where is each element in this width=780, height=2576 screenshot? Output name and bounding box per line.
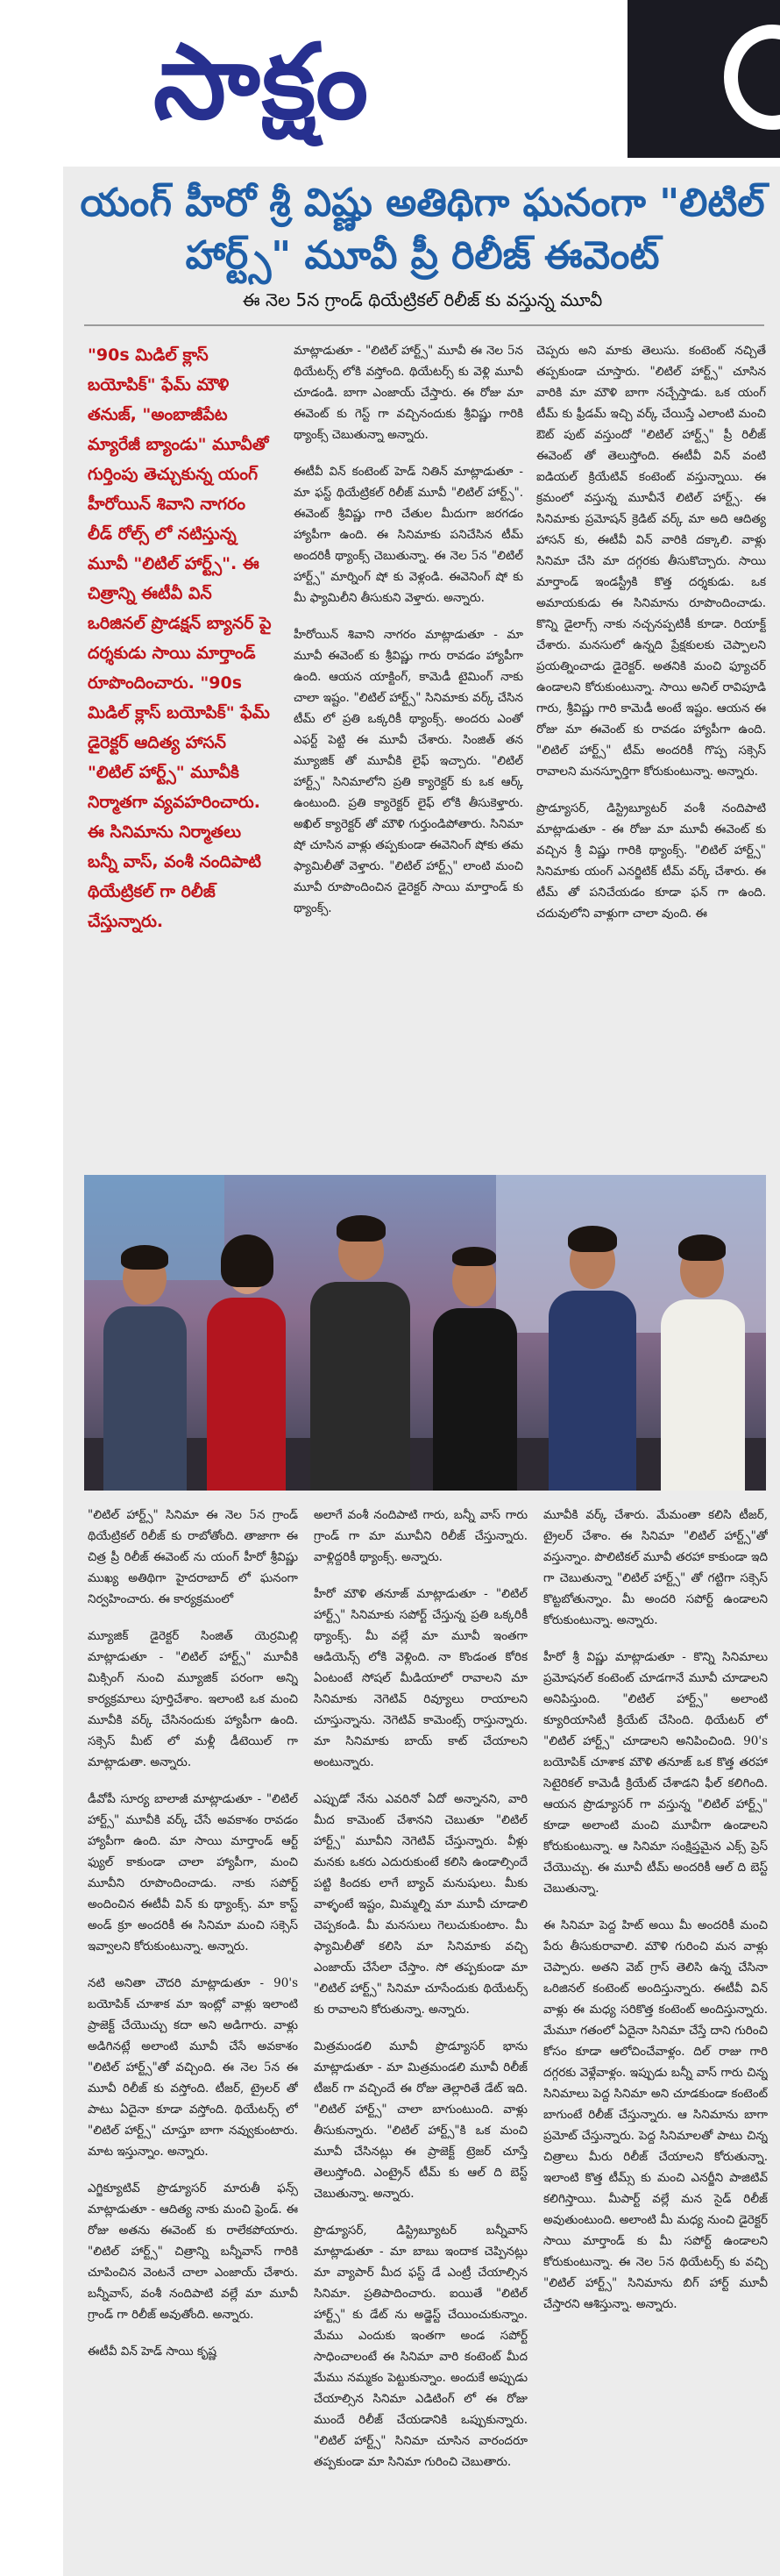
paragraph: మ్యూజిక్ డైరెక్టర్ సింజిత్ యెర్రమిల్లి మాట్లాడుతూ - "లిటిల్ హార్ట్స్" మూవీకి మిక్సింగ్ నుంచి మ్యూజిక్ పరంగా అన్ని కార్యక్రమాలు పూర్తిచేశాం. ఇలాంటి ఒక మంచి మూవీకి వర్క్ చేసినందుకు హ్యాపీగా ఉంది. సక్సెస్ మీట్ లో మళ్లీ డీటెయిల్ గా మాట్లాడుతా. అన్నారు. [88,1629,298,1769]
paragraph: డీవోపీ సూర్య బాలాజీ మాట్లాడుతూ - "లిటిల్ హార్ట్స్" మూవీకి వర్క్ చేసే అవకాశం రావడం హ్యాపీగా ఉంది. మా సాయి మార్తాండ్ ఆర్ట్ ఫ్యుల్ కాకుండా చాలా హ్యాపీగా, మంచి మూవీని రూపొందించాడు. నాకు సపోర్ట్ అందించిన ఈటీవీ విన్ కు థ్యాంక్స్. మా కాస్ట్ అండ్ క్రూ అందరికీ ఈ సినిమా మంచి సక్సెస్ ఇవ్వాలని కోరుకుంటున్నా. అన్నారు. [88,1792,298,1953]
paragraph: ఈటీవీ విన్ హెడ్ సాయి కృష్ణ [88,2345,216,2359]
person-figure [198,1219,294,1491]
paragraph: మూవీకి వర్క్ చేశారు. మేమంతా కలిసి టీజర్, ట్రైలర్ చేశాం. ఈ సినిమా "లిటిల్ హార్ట్స్"తో వస్తున్నాం. పొలిటికల్ మూవీ తరహా కాకుండా ఇది గా చెబుతున్నా "లిటిల్ హార్ట్స్" తో గట్టిగా సక్సెస్ కొట్టబోతున్నాం. మీ అందరి సపోర్ట్ ఉండాలని కోరుకుంటున్నా. అన్నారు. [543,1508,768,1627]
article-column-bottom-2 [314,1505,528,2567]
paragraph: చెప్పరు అని మాకు తెలుసు. కంటెంట్ నచ్చితే తప్పకుండా చూస్తారు. "లిటిల్ హార్ట్స్" చూసిన వారికి మా మౌళి బాగా నచ్చేస్తాడు. ఒక యంగ్ టీమ్ కు ఫ్రీడమ్ ఇచ్చి వర్క్ చేయిస్తే ఎలాంటి మంచి ఔట్ పుట్ వస్తుందో "లిటిల్ హార్ట్స్" ప్రీ రిలీజ్ ఈవెంట్ తో తెలుస్తోంది. ఈటీవీ విన్ వంటి ఐడియల్ క్రియేటివ్ కంటెంట్ వస్తున్నాయి. ఈ క్రమంలో వస్తున్న మూవీనే లిటిల్ హార్ట్స్. ఈ సినిమాకు ప్రమోషన్ క్రెడిట్ వర్క్ మా అది ఆదిత్య హాసన్ కు, ఈటీవీ విన్ వారికి దక్కాలి. వాళ్లు సినిమా చేసి మా దగ్గరకు తీసుకొచ్చారు. సాయి మార్తాండ్ ఇండస్ట్రీకి కొత్త దర్శకుడు. ఒక అమాయకుడు ఈ సినిమాను రూపొందించాడు. కొన్ని డైలాగ్స్ నాకు నచ్చనప్పటికీ కూడా. రియాక్ట్ చేశారు. మనసులో ఉన్నది ప్రేక్షకులకు చెప్పాలని ప్రయత్నించాడు డైరెక్టర్. అతనికి మంచి ఫ్యూచర్ ఉండాలని కోరుకుంటున్నా. సాయి అనిల్ రావిపూడి గారు, శ్రీవిష్ణు గారి కామెడీ అంటే ఇష్టం. ఆయన ఈ రోజు మా ఈవెంట్ కు రావడం హ్యాపీగా ఉంది. "లిటిల్ హార్ట్స్" టీమ్ అందరికీ గొప్ప సక్సెస్ రావాలని మనస్ఫూర్తిగా కోరుకుంటున్నా. అన్నారు. [536,344,766,779]
article-column-top-2 [294,340,523,1160]
paragraph: ఈ సినిమా పెద్ద హిట్ అయి మీ అందరికీ మంచి పేరు తీసుకురావాలి. మౌళి గురించి మన వాళ్లు చెప్పారు. అతని వెబ్ గ్రాస్ తెలిసి ఉన్న చేసినా ఒరిజినల్ కంటెంట్ అందిస్తున్నారు. ఈటీవీ విన్ వాళ్లు ఈ మధ్య సరికొత్త కంటెంట్ అందిస్తున్నారు. మేమూ గతంలో ఏదైనా సినిమా చేస్తే దాని గురించి కోసం కూడా ఆలోచించేవాళ్లం. దిల్ రాజు గారి దగ్గరకు వెళ్లేవాళ్లం. ఇప్పుడు బన్నీ వాస్ గారు చిన్న సినిమాలు పెద్ద సినిమా అని చూడకుండా కంటెంట్ బాగుంటే రిలీజ్ చేస్తున్నారు. ఆ సినిమాను బాగా ప్రమోట్ చేస్తున్నారు. పెద్ద సినిమాలతో పాటు చిన్న చిత్రాలు మీరు రిలీజ్ చేయాలని కోరుతున్నా. ఇలాంటి కొత్త టీమ్స్ కు మంచి ఎనర్జీని పాజిటివ్ కలిగిస్తాయి. మీపార్ట్ వల్లే మన సైడ్ రిలీజ్ అవుతుంటుంది. అలాంటి మీ మధ్య నుంచి డైరెక్టర్ సాయి మార్తాండ్ కు మీ సపోర్ట్ ఉండాలని కోరుకుంటున్నా. ఈ నెల 5న థియేటర్స్ కు వచ్చి "లిటిల్ హార్ట్స్" సినిమాను బిగ్ హార్ట్ మూవీ చేస్తారని ఆశిస్తున్నా. అన్నారు. [543,1918,768,2311]
newspaper-logo: సాక్షం [153,21,371,142]
paragraph: హీరో శ్రీ విష్ణు మాట్లాడుతూ - కొన్ని సినిమాలు ప్రమోషనల్ కంటెంట్ చూడగానే మూవీ చూడాలని అనిపిస్తుంది. "లిటిల్ హార్ట్స్" అలాంటి క్యూరియాసిటీ క్రియేట్ చేసింది. థియేటర్ లో "లిటిల్ హార్ట్స్" చూడాలని అనిపించింది. 90's బయోపిక్ చూశాక మౌళి తనూజ్ ఒక కొత్త తరహా సెటైరికల్ కామెడీ క్రియేట్ చేశాడని ఫీల్ కలిగింది. ఆయన ప్రొడ్యూసర్ గా వస్తున్న "లిటిల్ హార్ట్స్" కూడా అలాంటి మంచి మూవీగా ఉండాలని కోరుకుంటున్నా. ఆ సినిమా సంక్షిప్తమైన ఎక్స్ ప్రెస్ చేయొచ్చు. ఈ మూవీ టీమ్ అందరికీ ఆల్ ది బెస్ట్ చెబుతున్నా. [543,1650,768,1896]
paragraph: "లిటిల్ హార్ట్స్" సినిమా ఈ నెల 5న గ్రాండ్ థియేట్రికల్ రిలీజ్ కు రాబోతోంది. తాజాగా ఈ చిత్ర ప్రీ రిలీజ్ ఈవెంట్ ను యంగ్ హీరో శ్రీవిష్ణు ముఖ్య అతిథిగా హైదరాబాద్ లో ఘనంగా నిర్వహించారు. ఈ కార్యక్రమంలో [88,1508,298,1606]
article-subheadline: ఈ నెల 5న గ్రాండ్ థియేట్రికల్ రిలీజ్ కు వస్తున్న మూవీ [242,289,603,310]
paragraph: ప్రొడ్యూసర్, డిస్ట్రిబ్యూటర్ వంశీ నందిపాటి మాట్లాడుతూ - ఈ రోజు మా మూవీ ఈవెంట్ కు వచ్చిన శ్రీ విష్ణు గారికి థ్యాంక్స్. "లిటిల్ హార్ట్స్" సినిమాకు యంగ్ ఎనర్జిటిక్ టీమ్ వర్క్ చేశారు. ఈ టీమ్ తో పనిచేయడం కూడా ఫన్ గా ఉంది. చదువులోని వాళ్లుగా చాలా వుంది. ఈ [536,801,766,921]
person-figure [426,1228,522,1491]
paragraph: ఈటీవీ విన్ కంటెంట్ హెడ్ నితిన్ మాట్లాడుతూ - మా ఫస్ట్ థియేట్రికల్ రిలీజ్ మూవీ "లిటిల్ హార్ట్స్". ఈవెంట్ శ్రీవిష్ణు గారి చేతుల మీదుగా జరగడం హ్యాపీగా ఉంది. ఈ సినిమాకు పనిచేసిన టీమ్ అందరికీ థ్యాంక్స్ చెబుతున్నా. ఈ నెల 5న "లిటిల్ హార్ట్స్" మార్నింగ్ షో కు వెళ్లండి. ఈవెనింగ్ షో కు మీ ఫ్యామిలీని తీసుకుని వెళ్తారు. అన్నారు. [294,465,523,605]
person-figure [540,1210,645,1491]
paragraph: మాట్లాడుతూ - "లిటిల్ హార్ట్స్" మూవీ ఈ నెల 5న థియేటర్స్ లోకి వస్తోంది. థియేటర్స్ కు వెళ్లి మూవీ చూడండి. బాగా ఎంజాయ్ చేస్తారు. ఈ రోజు మా ఈవెంట్ కు గెస్ట్ గా వచ్చినందుకు శ్రీవిష్ణు గారికి థ్యాంక్స్ చెబుతున్నా అన్నారు. [294,344,523,442]
person-figure [95,1228,191,1491]
article-column-bottom-1 [88,1505,298,2567]
paragraph: హీరోయిన్ శివాని నాగరం మాట్లాడుతూ - మా మూవీ ఈవెంట్ కు శ్రీవిష్ణు గారు రావడం హ్యాపీగా ఉంది. ఆయన యాక్టింగ్, కామెడీ టైమింగ్ నాకు చాలా ఇష్టం. "లిటిల్ హార్ట్స్" సినిమాకు వర్క్ చేసిన టీమ్ లో ప్రతి ఒక్కరికీ థ్యాంక్స్. అందరు ఎంతో ఎఫర్ట్ పెట్టి ఈ మూవీ చేశారు. సింజిత్ తన మ్యూజిక్ తో మూవీకి లైఫ్ ఇచ్చారు. "లిటిల్ హార్ట్స్" సినిమాలోని ప్రతి క్యారెక్టర్ కు ఒక ఆర్క్ ఉంటుంది. ప్రతి క్యారెక్టర్ లైఫ్ లోకి తీసుకెళ్తారు. అఖిల్ క్యారెక్టర్ తో మౌళి గుర్తుండిపోతారు. సినిమా షో చూసిన వాళ్లు తప్పకుండా ఈవెనింగ్ షోకు తమ ఫ్యామిలీతో వెళ్తారు. "లిటిల్ హార్ట్స్" లాంటి మంచి మూవీ రూపొందించిన డైరెక్టర్ సాయి మార్తాండ్ కు థ్యాంక్స్. [294,628,523,915]
person-figure [303,1201,417,1491]
article-intro: "90s మిడిల్ క్లాస్ బయోపిక్" ఫేమ్ మౌళి తనుజ్, "అంబాజీపేట మ్యారేజీ బ్యాండు" మూవీతో గుర్తింపు తెచ్చుకున్న యంగ్ హీరోయిన్ శివాని నాగరం లీడ్ రోల్స్ లో నటిస్తున్న మూవీ "లిటిల్ హార్ట్స్". ఈ చిత్రాన్ని ఈటీవీ విన్ ఒరిజినల్ ప్రొడక్షన్ బ్యానర్ పై దర్శకుడు సాయి మార్తాండ్ రూపొందించారు. "90s మిడిల్ క్లాస్ బయోపిక్" ఫేమ్ డైరెక్టర్ ఆదిత్య హాసన్ "లిటిల్ హార్ట్స్" మూవీకి నిర్మాతగా వ్యవహరించారు. ఈ సినిమాను నిర్మాతలు బన్నీ వాస్, వంశీ నందిపాటి థియేట్రికల్ గా రిలీజ్ చేస్తున్నారు. [88,345,272,931]
paragraph: నటి అనితా చౌదరి మాట్లాడుతూ - 90's బయోపిక్ చూశాక మా ఇంట్లో వాళ్లు ఇలాంటి ప్రాజెక్ట్ చేయొచ్చు కదా అని అడిగారు. వాళ్లు అడిగినట్లే అలాంటి మూవీ చేసే అవకాశం "లిటిల్ హార్ట్స్"తో వచ్చింది. ఈ నెల 5న ఈ మూవీ రిలీజ్ కు వస్తోంది. టీజర్, ట్రైలర్ తో పాటు ఏదైనా కూడా వస్తోంది. థియేటర్స్ లో "లిటిల్ హార్ట్స్" చూస్తూ బాగా నవ్వుకుంటారు. మాట ఇస్తున్నాం. అన్నారు. [88,1976,298,2159]
masthead [0,0,780,167]
divider [84,324,764,326]
article-headline: యంగ్ హీరో శ్రీ విష్ణు అతిథిగా ఘనంగా "లిటిల్ హార్ట్స్" మూవీ ప్రీ రిలీజ్ ఈవెంట్ [80,181,765,278]
paragraph: ప్రొడ్యూసర్, డిస్ట్రిబ్యూటర్ బన్నీవాస్ మాట్లాడుతూ - మా బాబు ఇందాక చెప్పినట్లు మా వ్యాపార్ మీద ఫస్ట్ డే ఎంట్రీ చేయాల్సిన సినిమా. ప్రతిపాదించారు. ఐయితే "లిటిల్ హార్ట్స్" కు డేట్ ను అడ్జెస్ట్ చేయించుకున్నాం. మేము ఎందుకు ఇంతగా అండ సపోర్ట్ సాధించాలంటే ఈ సినిమా వారి కంటెంట్ మీద మేము నమ్మకం పెట్టుకున్నాం. అందుకే అప్పుడు చేయాల్సిన సినిమా ఎడిటింగ్ లో ఈ రోజు ముందే రిలీజ్ చేయడానికి ఒప్పుకున్నారు. "లిటిల్ హార్ట్స్" సినిమా చూసిన వారందరూ తప్పకుండా మా సినిమా గురించి చెబుతారు. [314,2224,528,2469]
paragraph: మిత్రమండలి మూవీ ప్రొడ్యూసర్ భాను మాట్లాడుతూ - మా మిత్రమండలి మూవీ రిలీజ్ టీజర్ గా వచ్చిందే ఈ రోజు తెల్లారితే డేట్ ఇది. "లిటిల్ హార్ట్స్" చాలా బాగుంటుంది. వాళ్లు తీసుకున్నారు. "లిటిల్ హార్ట్స్"కి ఒక మంచి మూవీ చేసినట్లు ఈ ప్రాజెక్ట్ ట్రెజర్ చూస్తే తెలుస్తోంది. ఎంట్రైన్ టీమ్ కు ఆల్ ది బెస్ట్ చెబుతున్నా. అన్నారు. [314,2039,528,2201]
article-column-top-3 [536,340,766,1160]
paragraph: హీరో మౌళి తనూజ్ మాట్లాడుతూ - "లిటిల్ హార్ట్స్" సినిమాకు సపోర్ట్ చేస్తున్న ప్రతి ఒక్కరికీ థ్యాంక్స్. మీ వల్లే మా మూవీ ఇంతగా ఆడియెన్స్ లోకి వెళ్లింది. నా కొండంత కోరిక ఏంటంటే సోషల్ మీడియాలో రావాలని మా సినిమాకు నెగెటివ్ రివ్యూలు రాయాలని చూస్తున్నాను. నెగెటివ్ కామెంట్స్ రాస్తున్నారు. మా సినిమాకు బాయ్ కాట్ చేయాలని అంటున్నారు. [314,1587,528,1769]
event-photo [84,1175,766,1491]
person-figure [654,1219,750,1491]
paragraph: ఎప్పుడో నేను ఎవరినో ఏదో అన్నానని, వారి మీద కామెంట్ చేశానని చెబుతూ "లిటిల్ హార్ట్స్" మూవీని నెగెటివ్ చేస్తున్నారు. వీళ్లు మనకు ఒకరు ఎదురుకుంటే కలిసి ఉండాల్సిందే పట్టి కిందకు లాగే బ్యాచ్ మనుషులు. మీకు వాళ్ళంటే ఇష్టం, మిమ్మల్ని మా మూవీ చూడాలి చెప్పకండి. మీ మనసులు గెలుచుకుంటాం. మీ ఫ్యామిలీతో కలిసి మా సినిమాకు వచ్చి ఎంజాయ్ చేసేలా చేస్తాం. సో తప్పకుండా మా "లిటిల్ హార్ట్స్" సినిమా చూసేందుకు థియేటర్స్ కు రావాలని కోరుతున్నా. అన్నారు. [314,1792,528,2017]
paragraph: అలాగే వంశీ నందిపాటి గారు, బన్నీ వాస్ గారు గ్రాండ్ గా మా మూవీని రిలీజ్ చేస్తున్నారు. వాళ్లిద్దరికీ థ్యాంక్స్. అన్నారు. [314,1508,528,1564]
article-column-bottom-3 [543,1505,768,2567]
paragraph: ఎగ్జిక్యూటివ్ ప్రొడ్యూసర్ మారుతీ ఫన్స్ మాట్లాడుతూ - ఆదిత్య నాకు మంచి ఫ్రెండ్. ఈ రోజు అతను ఈవెంట్ కు రాలేకపోయారు. "లిటిల్ హార్ట్స్" చిత్రాన్ని బన్నీవాస్ గారికి చూపించిన వెంటనే చాలా ఎంజాయ్ చేశారు. బన్నీవాస్, వంశీ నందిపాటి వల్లే మా మూవీ గ్రాండ్ గా రిలీజ్ అవుతోంది. అన్నారు. [88,2181,298,2322]
